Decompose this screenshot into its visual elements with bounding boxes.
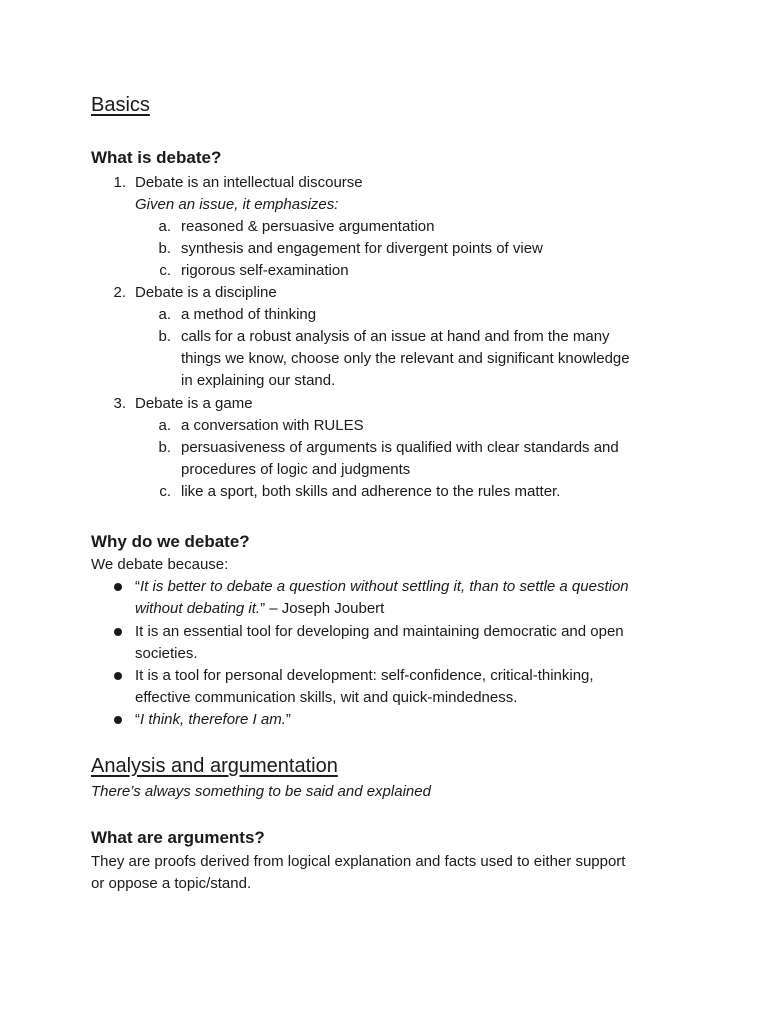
sub-item-letter: a. bbox=[158, 417, 171, 434]
list-number: 3. bbox=[113, 395, 126, 412]
sub-item-text-line: things we know, choose only the relevant and significant knowledge bbox=[181, 350, 630, 367]
bullet-icon bbox=[114, 716, 122, 724]
list-item-text: Debate is an intellectual discourse bbox=[135, 174, 363, 191]
sub-item-letter: b. bbox=[158, 439, 171, 456]
heading-why-debate: Why do we debate? bbox=[91, 532, 250, 551]
bullet-item-line: It is an essential tool for developing and maintaining democratic and open bbox=[135, 623, 624, 640]
sub-item-text-line: in explaining our stand. bbox=[181, 372, 336, 389]
sub-item-letter: b. bbox=[158, 240, 171, 257]
paragraph-line: or oppose a topic/stand. bbox=[91, 875, 252, 892]
section-subtitle: There’s always something to be said and explained bbox=[91, 783, 431, 800]
section-title-basics: Basics bbox=[91, 94, 150, 116]
list-item-note: Given an issue, it emphasizes: bbox=[135, 196, 339, 213]
bullet-item-line: “It is better to debate a question without settling it, than to settle a question bbox=[135, 578, 629, 595]
sub-item-text: a method of thinking bbox=[181, 306, 317, 323]
why-debate-intro: We debate because: bbox=[91, 556, 229, 573]
bullet-item-line: It is a tool for personal development: self-confidence, critical-thinking, bbox=[135, 667, 594, 684]
sub-item-text: reasoned & persuasive argumentation bbox=[181, 218, 435, 235]
bullet-item-line: societies. bbox=[135, 645, 198, 662]
bullet-icon bbox=[114, 583, 122, 591]
bullet-item-line: “I think, therefore I am.” bbox=[135, 711, 291, 728]
sub-item-letter: a. bbox=[158, 306, 171, 323]
sub-item-text: rigorous self-examination bbox=[181, 262, 349, 279]
sub-item-text-line: calls for a robust analysis of an issue at hand and from the many bbox=[181, 328, 610, 345]
bullet-item-line: effective communication skills, wit and quick-mindedness. bbox=[135, 689, 518, 706]
list-item-text: Debate is a discipline bbox=[135, 284, 277, 301]
bullet-item-line: without debating it.” – Joseph Joubert bbox=[135, 600, 385, 617]
list-number: 2. bbox=[113, 284, 126, 301]
sub-item-text-line: procedures of logic and judgments bbox=[181, 461, 411, 478]
bullet-icon bbox=[114, 672, 122, 680]
sub-item-text: like a sport, both skills and adherence to the rules matter. bbox=[181, 483, 561, 500]
bullet-icon bbox=[114, 628, 122, 636]
sub-item-letter: c. bbox=[159, 483, 171, 500]
sub-item-letter: a. bbox=[158, 218, 171, 235]
sub-item-text: synthesis and engagement for divergent points of view bbox=[181, 240, 543, 257]
paragraph-line: They are proofs derived from logical explanation and facts used to either support bbox=[91, 853, 626, 870]
sub-item-letter: c. bbox=[159, 262, 171, 279]
sub-item-letter: b. bbox=[158, 328, 171, 345]
sub-item-text: a conversation with RULES bbox=[181, 417, 364, 434]
heading-what-are-arguments: What are arguments? bbox=[91, 828, 265, 847]
heading-what-is-debate: What is debate? bbox=[91, 148, 222, 167]
sub-item-text-line: persuasiveness of arguments is qualified with clear standards and bbox=[181, 439, 619, 456]
list-item-text: Debate is a game bbox=[135, 395, 253, 412]
list-number: 1. bbox=[113, 174, 126, 191]
section-title-analysis: Analysis and argumentation bbox=[91, 755, 338, 777]
